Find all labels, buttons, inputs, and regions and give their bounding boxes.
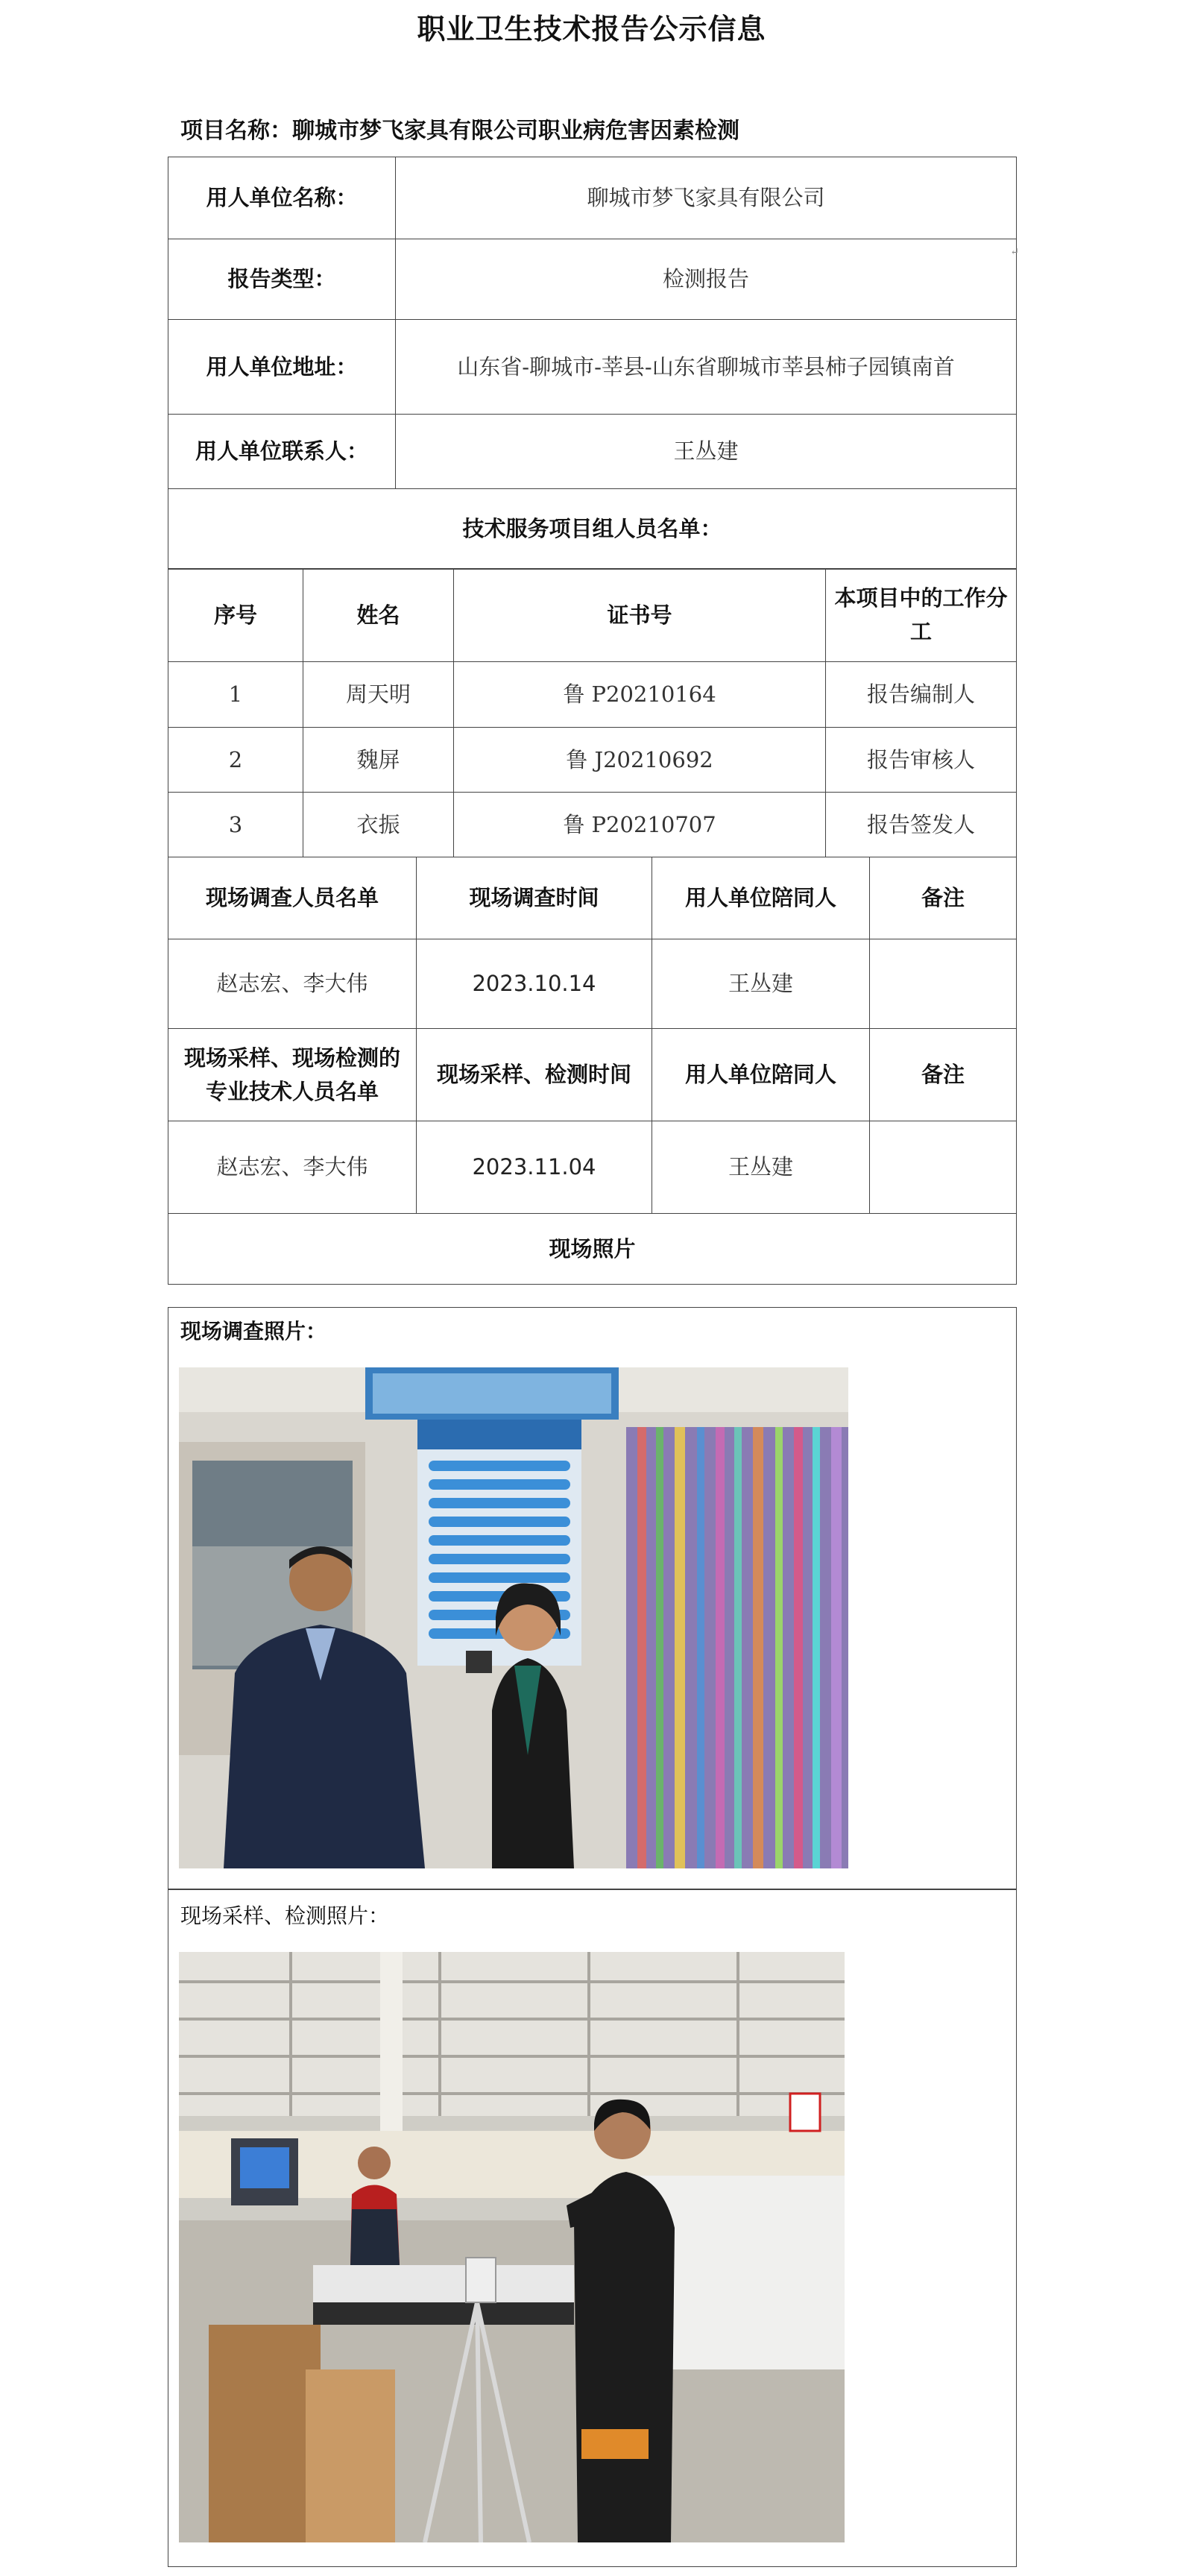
report-type-value: 检测报告 — [396, 239, 1017, 320]
sampling-photo — [179, 1952, 845, 2542]
survey-header-people: 现场调查人员名单 — [168, 857, 417, 939]
site-work-table — [168, 857, 1017, 1285]
margin-mark: ↵ — [1010, 246, 1019, 258]
employer-name-label: 用人单位名称： — [168, 157, 396, 239]
team-name: 魏屏 — [303, 728, 454, 793]
page-title: 职业卫生技术报告公示信息 — [417, 12, 766, 45]
report-type-label: 报告类型： — [168, 239, 396, 320]
team-header-role: 本项目中的工作分工 — [826, 569, 1017, 662]
team-name: 周天明 — [303, 662, 454, 728]
team-no: 3 — [168, 793, 303, 857]
contact-label: 用人单位联系人： — [168, 415, 396, 489]
team-cert: 鲁 P20210164 — [454, 662, 826, 728]
address-value: 山东省-聊城市-莘县-山东省聊城市莘县柿子园镇南首 — [396, 320, 1017, 415]
table-row — [168, 1121, 1017, 1214]
table-row — [168, 793, 1017, 857]
survey-people: 赵志宏、李大伟 — [168, 939, 417, 1029]
team-header-cert: 证书号 — [454, 569, 826, 662]
survey-header-note: 备注 — [870, 857, 1017, 939]
photos-heading: 现场照片 — [168, 1214, 1017, 1285]
survey-header-escort: 用人单位陪同人 — [652, 857, 870, 939]
team-header-name: 姓名 — [303, 569, 454, 662]
team-role: 报告编制人 — [826, 662, 1017, 728]
table-row — [168, 728, 1017, 793]
team-cert: 鲁 P20210707 — [454, 793, 826, 857]
sampling-header-note: 备注 — [870, 1029, 1017, 1121]
table-row — [168, 662, 1017, 728]
team-heading: 技术服务项目组人员名单： — [168, 489, 1017, 570]
survey-note — [870, 939, 1017, 1029]
employer-info-table — [168, 157, 1017, 570]
team-table — [168, 568, 1017, 857]
project-name: 项目名称：聊城市梦飞家具有限公司职业病危害因素检测 — [180, 118, 739, 144]
sampling-header-people: 现场采样、现场检测的专业技术人员名单 — [168, 1029, 417, 1121]
address-label: 用人单位地址： — [168, 320, 396, 415]
employer-name-value: 聊城市梦飞家具有限公司 — [396, 157, 1017, 239]
survey-photo-label: 现场调查照片： — [180, 1319, 327, 1344]
team-name: 衣振 — [303, 793, 454, 857]
sampling-people: 赵志宏、李大伟 — [168, 1121, 417, 1214]
survey-photo — [179, 1367, 848, 1868]
sampling-header-escort: 用人单位陪同人 — [652, 1029, 870, 1121]
sampling-time: 2023.11.04 — [417, 1121, 652, 1214]
survey-header-time: 现场调查时间 — [417, 857, 652, 939]
sampling-note — [870, 1121, 1017, 1214]
team-header-no: 序号 — [168, 569, 303, 662]
survey-escort: 王丛建 — [652, 939, 870, 1029]
table-row — [168, 939, 1017, 1029]
team-cert: 鲁 J20210692 — [454, 728, 826, 793]
team-role: 报告签发人 — [826, 793, 1017, 857]
sampling-header-time: 现场采样、检测时间 — [417, 1029, 652, 1121]
survey-photo-section — [168, 1307, 1017, 1890]
sampling-photo-label: 现场采样、检测照片： — [180, 1903, 390, 1928]
team-role: 报告审核人 — [826, 728, 1017, 793]
team-no: 2 — [168, 728, 303, 793]
team-no: 1 — [168, 662, 303, 728]
contact-value: 王丛建 — [396, 415, 1017, 489]
sampling-escort: 王丛建 — [652, 1121, 870, 1214]
survey-time: 2023.10.14 — [417, 939, 652, 1029]
sampling-photo-section — [168, 1889, 1017, 2567]
